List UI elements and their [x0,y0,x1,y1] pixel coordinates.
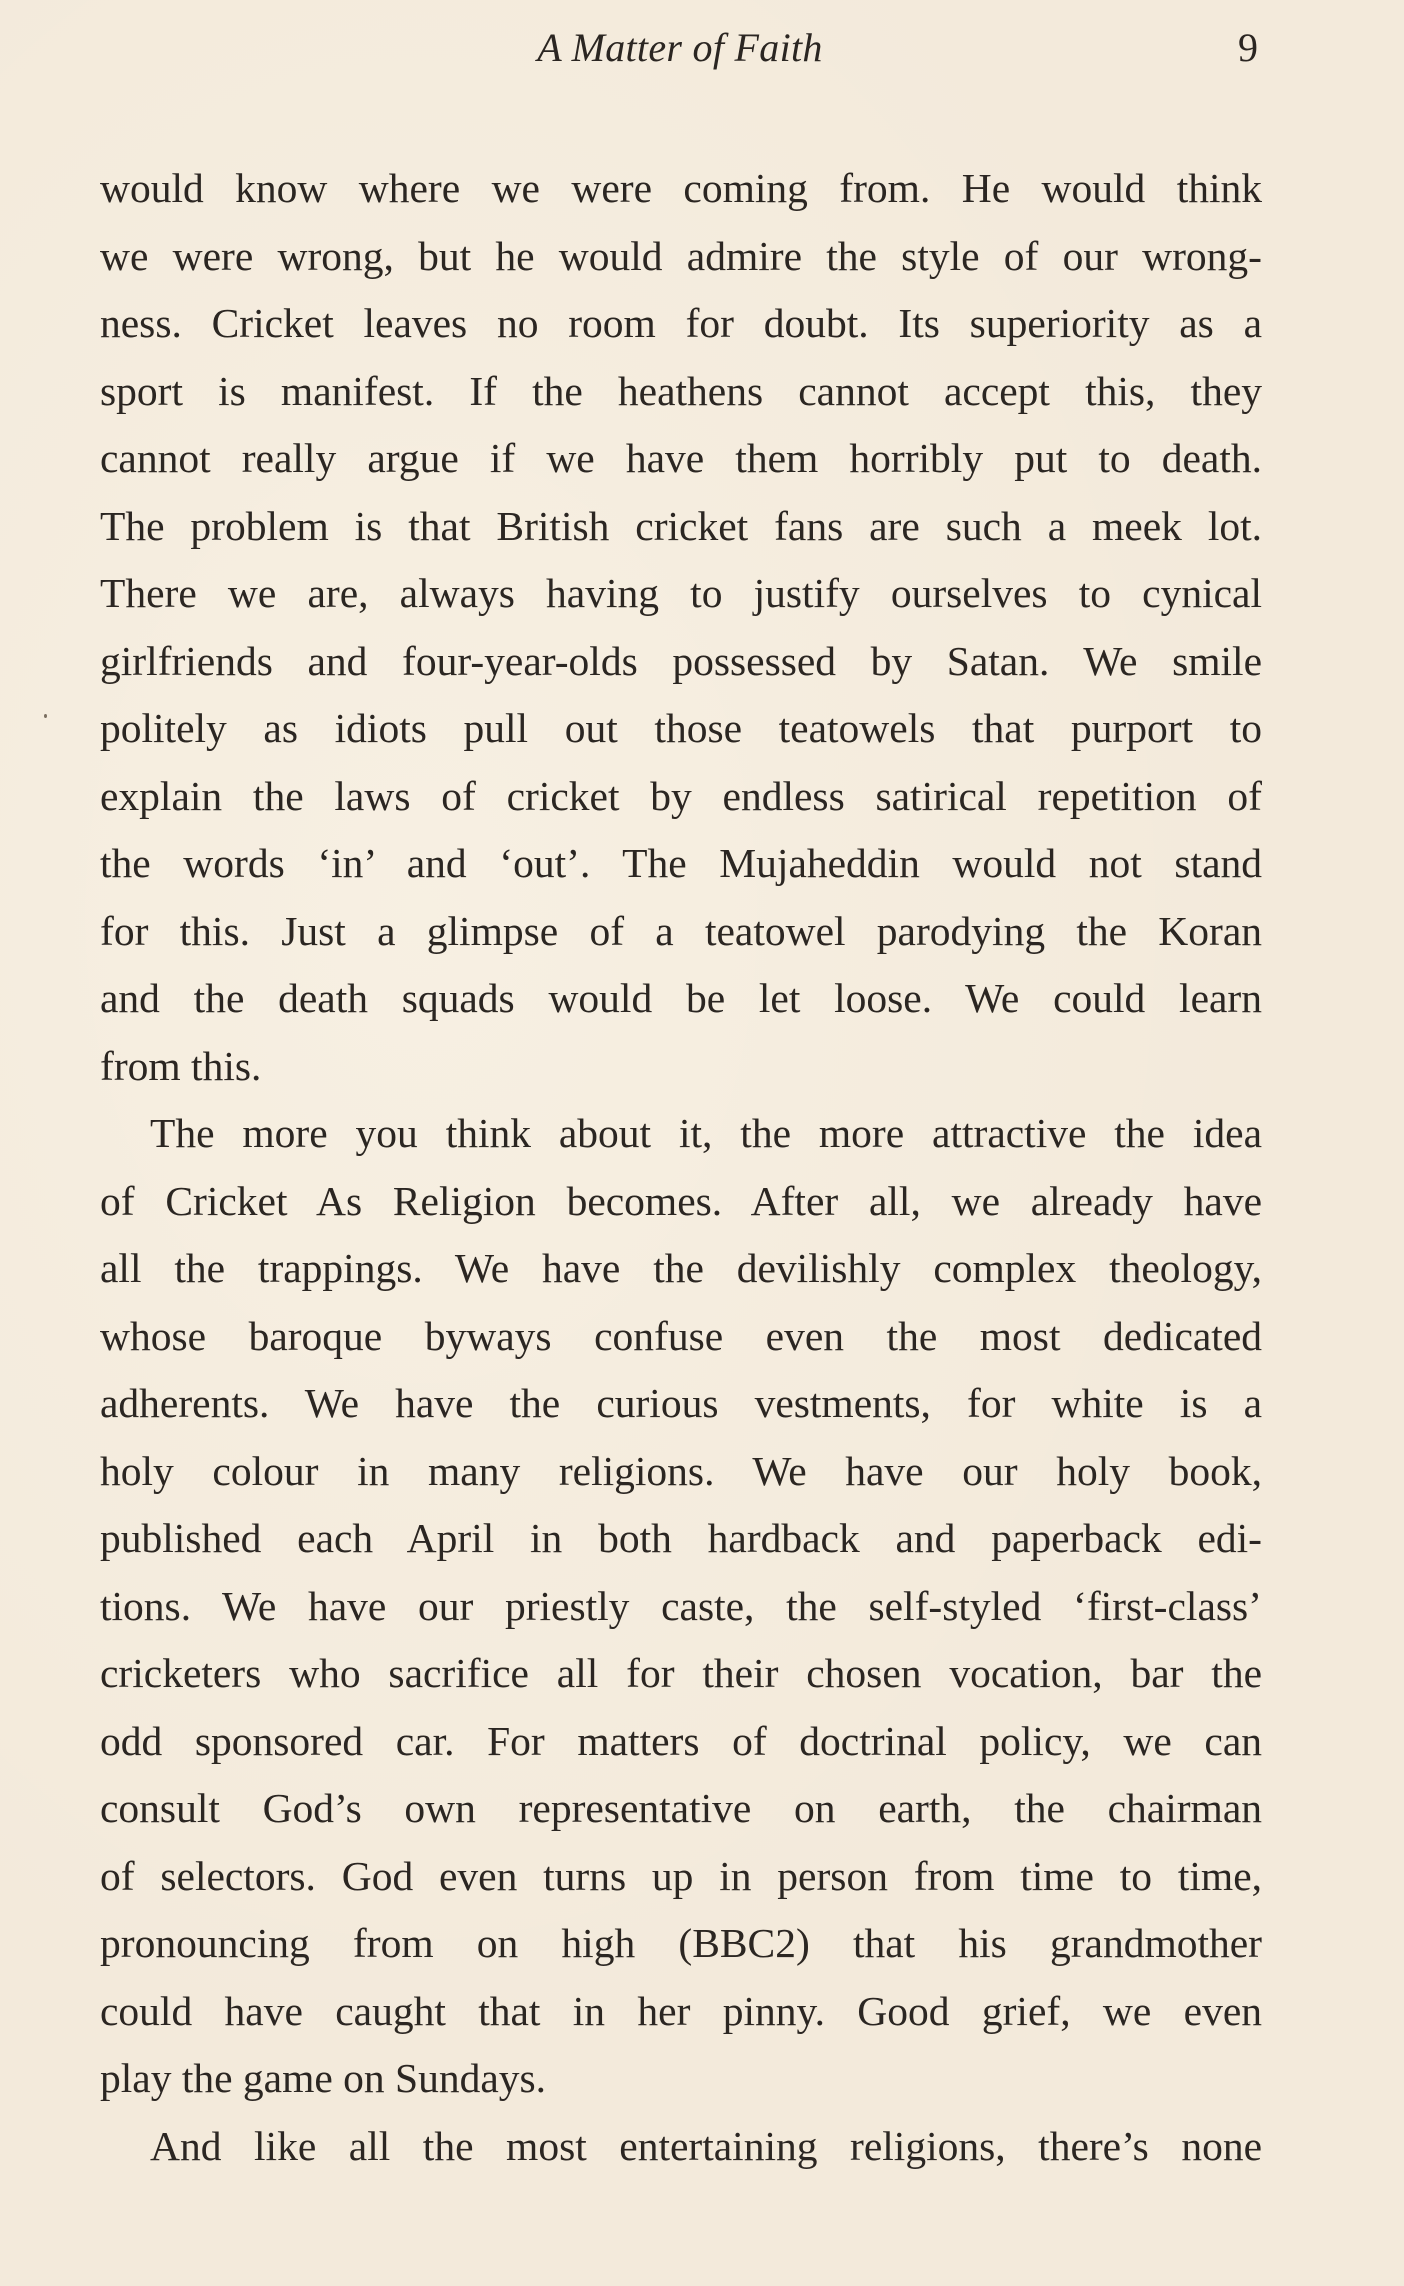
text-line: explain the laws of cricket by endless satirical repetition of [100,772,1262,819]
text-line: whose baroque byways confuse even the most dedicated [100,1312,1262,1359]
text-line: play the game on Sundays. [100,2055,547,2101]
text-line: The more you think about it, the more attractive the idea [150,1110,1262,1156]
text-line: consult God’s own representative on earth, the chairman [100,1785,1262,1831]
text-line: girlfriends and four-year-olds possessed by Satan. We smile [100,637,1262,684]
text-line: and the death squads would be let loose. We could learn [100,975,1262,1021]
text-line: of selectors. God even turns up in person from time to time, [100,1852,1262,1899]
paragraph [100,1100,1262,2113]
paper-speck [44,714,47,718]
text-line: politely as idiots pull out those teatowels that purport to [100,705,1262,751]
text-line: And like all the most entertaining religions, there’s none [150,2122,1262,2169]
text-line: would know where we were coming from. He would think [100,165,1262,211]
text-line: we were wrong, but he would admire the style of our wrong- [100,232,1262,279]
body-text [100,155,1262,2180]
text-line: the words ‘in’ and ‘out’. The Mujaheddin would not stand [100,840,1262,886]
text-line: could have caught that in her pinny. Good grief, we even [100,1987,1262,2034]
text-line: holy colour in many religions. We have our holy book, [100,1447,1262,1494]
paragraph [100,2113,1262,2181]
text-line: There we are, always having to justify ourselves to cynical [100,570,1262,616]
text-line: sport is manifest. If the heathens cannot accept this, they [100,367,1262,414]
page-number: 9 [1238,25,1258,70]
text-line: all the trappings. We have the devilishly complex theology, [100,1245,1262,1291]
running-head [0,24,1404,76]
text-line: cricketers who sacrifice all for their chosen vocation, bar the [100,1650,1262,1696]
text-line: for this. Just a glimpse of a teatowel parodying the Koran [100,907,1262,954]
running-title: A Matter of Faith [537,25,823,70]
text-line: pronouncing from on high (BBC2) that his grandmother [100,1920,1262,1966]
text-line: adherents. We have the curious vestments, for white is a [100,1380,1262,1426]
text-line: cannot really argue if we have them horribly put to death. [100,435,1262,481]
paragraph [100,155,1262,1100]
text-line: published each April in both hardback and paperback edi- [100,1515,1262,1561]
text-line: odd sponsored car. For matters of doctrinal policy, we can [100,1717,1262,1764]
text-line: ness. Cricket leaves no room for doubt. Its superiority as a [100,300,1262,346]
text-line: from this. [100,1042,262,1089]
text-line: of Cricket As Religion becomes. After all, we already have [100,1177,1262,1224]
text-line: The problem is that British cricket fans are such a meek lot. [100,502,1262,549]
text-line: tions. We have our priestly caste, the self-styled ‘first-class’ [100,1582,1262,1629]
